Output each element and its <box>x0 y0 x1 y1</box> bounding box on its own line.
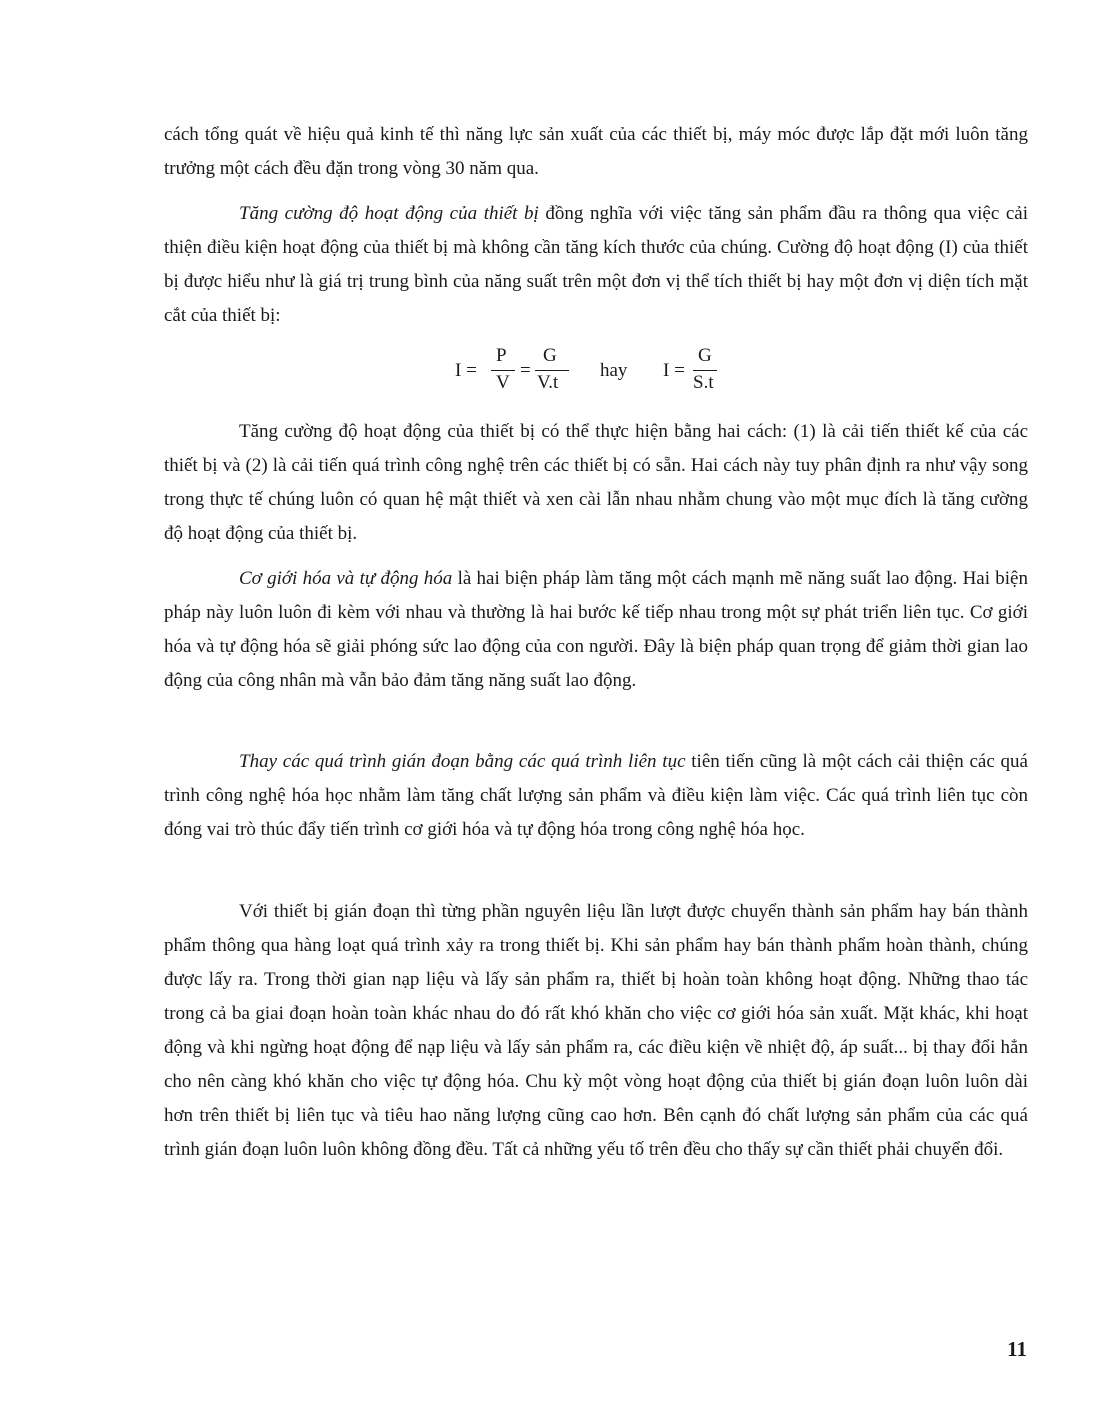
paragraph-batch-equipment-text: Với thiết bị gián đoạn thì từng phần nguyên liệu lần lượt được chuyển thành sản phẩm hay bán thành phẩm thông qua hàng loạt quá trình xảy ra trong thiết bị. Khi sản phẩm hay bán thành phẩm hoàn thành, chúng được lấy ra. Trong thời gian nạp liệu và lấy sản phẩm ra, thiết bị hoàn toàn không hoạt động. Những thao tác trong cả ba giai đoạn hoàn toàn khác nhau do đó rất khó khăn cho việc cơ giới hóa sản xuất. Mặt khác, khi hoạt động và khi ngừng hoạt động để nạp liệu và lấy sản phẩm ra, các điều kiện về nhiệt độ, áp suất... bị thay đổi hẳn cho nên càng khó khăn cho việc tự động hóa. Chu kỳ một vòng hoạt động của thiết bị gián đoạn luôn luôn dài hơn trên thiết bị liên tục và tiêu hao năng lượng cũng cao hơn. Bên cạnh đó chất lượng sản phẩm của các quá trình gián đoạn luôn luôn không đồng đều. Tất cả những yếu tố trên đều cho thấy sự cần thiết phải chuyển đổi. <box>164 901 1028 1160</box>
formula-numerator-g-2: G <box>698 345 712 366</box>
page-number: 11 <box>1007 1337 1027 1361</box>
formula-numerator-g-1: G <box>543 345 557 366</box>
intensity-formula <box>455 345 755 401</box>
paragraph-intro-text: cách tổng quát về hiệu quả kinh tế thì năng lực sản xuất của các thiết bị, máy móc được lắp đặt mới luôn tăng trưởng một cách đều đặn trong vòng 30 năm qua. <box>164 124 1028 179</box>
term-intensity: Tăng cường độ hoạt động của thiết bị <box>239 203 539 224</box>
formula-denominator-vt: V.t <box>537 372 559 393</box>
paragraph-continuous-process-text: tiên tiến cũng là một cách cải thiện các quá trình công nghệ hóa học nhằm làm tăng chất lượng sản phẩm và điều kiện làm việc. Các quá trình liên tục còn đóng vai trò thúc đẩy tiến trình cơ giới hóa và tự động hóa trong công nghệ hóa học. <box>164 751 1028 840</box>
fraction-bar-3 <box>693 370 717 371</box>
paragraph-batch-equipment <box>164 895 1028 1167</box>
fraction-bar-2 <box>535 370 569 371</box>
formula-lhs-1: I = <box>455 360 477 381</box>
paragraph-mechanization-text: là hai biện pháp làm tăng một cách mạnh mẽ năng suất lao động. Hai biện pháp này luôn luôn đi kèm với nhau và thường là hai bước kế tiếp nhau trong một sự phát triển liên tục. Cơ giới hóa và tự động hóa sẽ giải phóng sức lao động của con người. Đây là biện pháp quan trọng để giảm thời gian lao động của công nhân mà vẫn bảo đảm tăng năng suất lao động. <box>164 568 1028 691</box>
paragraph-mechanization <box>164 562 1028 698</box>
paragraph-intro <box>164 118 1028 186</box>
formula-denominator-st: S.t <box>693 372 714 393</box>
paragraph-continuous-process <box>164 745 1028 847</box>
formula-numerator-p: P <box>496 345 507 366</box>
paragraph-intensity <box>164 197 1028 333</box>
paragraph-two-methods-text: Tăng cường độ hoạt động của thiết bị có thể thực hiện bằng hai cách: (1) là cải tiến thiết kế của các thiết bị và (2) là cải tiến quá trình công nghệ trên các thiết bị có sẵn. Hai cách này tuy phân định ra như vậy song trong thực tế chúng luôn có quan hệ mật thiết và xen cài lẫn nhau nhằm chung vào một mục đích là tăng cường độ hoạt động của thiết bị. <box>164 421 1028 544</box>
paragraph-intensity-text: đồng nghĩa với việc tăng sản phẩm đầu ra thông qua việc cải thiện điều kiện hoạt động của thiết bị mà không cần tăng kích thước của chúng. Cường độ hoạt động (I) của thiết bị được hiểu như là giá trị trung bình của năng suất trên một đơn vị thể tích thiết bị hay một đơn vị diện tích mặt cắt của thiết bị: <box>164 203 1028 326</box>
formula-connector: hay <box>600 360 628 381</box>
term-continuous-process: Thay các quá trình gián đoạn bằng các quá trình liên tục <box>239 751 686 772</box>
paragraph-two-methods <box>164 415 1028 551</box>
term-mechanization: Cơ giới hóa và tự động hóa <box>239 568 453 589</box>
formula-denominator-v: V <box>496 372 510 393</box>
fraction-bar-1 <box>491 370 515 371</box>
formula-lhs-2: I = <box>663 360 685 381</box>
formula-equals: = <box>520 360 531 381</box>
